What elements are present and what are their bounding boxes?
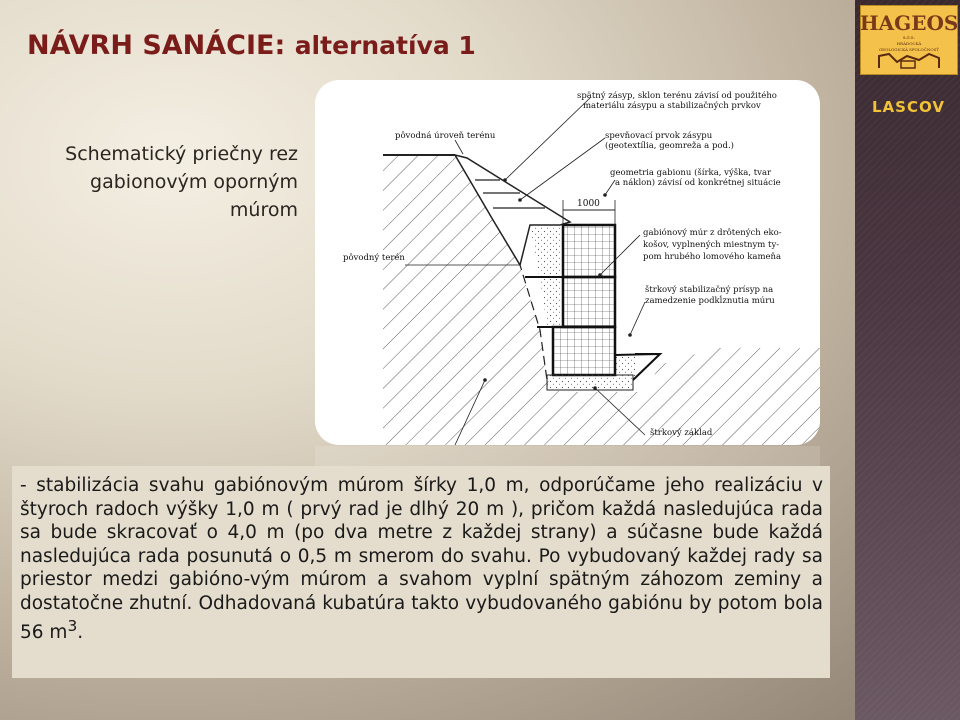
label-geometry-line1: geometria gabionu (šírka, výška, tvar <box>610 168 772 178</box>
dimension-label: 1000 <box>577 199 600 209</box>
label-original-terrain: pôvodný terén <box>343 253 405 263</box>
title-main: NÁVRH SANÁCIE <box>27 30 275 61</box>
label-backfill-line2: materiálu zásypu a stabilizačných prvkov <box>583 101 761 111</box>
label-reinforce-line1: spevňovací prvok zásypu <box>605 131 713 141</box>
logo-sub3: GEOLOGICKÁ SPOLOČNOSŤ <box>878 47 940 52</box>
description-end: . <box>77 622 84 644</box>
diagram-caption: Schematický priečny rez gabionovým oporným múrom <box>65 143 298 221</box>
label-foundation: štrkový základ <box>650 428 713 438</box>
logo-sub2: HRÁDOCKÁ <box>896 41 922 46</box>
label-reinforce-line2: (geotextília, geomreža a pod.) <box>605 141 734 151</box>
label-gravel-line2: zamedzenie podkĺznutia múru <box>645 296 775 306</box>
label-wall-line3: pom hrubého lomového kameňa <box>643 252 782 262</box>
label-wall-line1: gabiónový múr z drôtených eko- <box>643 228 782 238</box>
label-geometry-line2: a náklon) závisí od konkrétnej situácie <box>615 178 781 188</box>
gabion-cross-section-diagram <box>315 80 820 445</box>
logo-text: HAGEOS <box>861 11 957 35</box>
gabion-basket-middle <box>563 277 615 327</box>
title-alternative: alternatíva 1 <box>294 31 476 60</box>
hageos-logo <box>860 5 958 75</box>
gabion-basket-bottom <box>553 327 615 375</box>
title-separator: : <box>274 30 295 61</box>
location-label: LASCOV <box>872 98 945 116</box>
description-body: - stabilizácia svahu gabiónovým múrom šírky 1,0 m, odporúčame jeho realizáciu v štyroch radoch výšky 1,0 m ( prvý rad je dlhý 20 m ), pričom každá nasledujúca rada sa bude skracovať o 4,0 m (po dva metre z každej strany) a súčasne bude každá nasledujúca rada posunutá o 0,5 m smerom do svahu. Po vybudovaný každej rady sa priestor medzi gabióno-vým múrom a svahom vyplní spätným záhozom zeminy a dostatočne zhutní. Odhadovaná kubatúra takto vybudovaného gabiónu by potom bola 56 m <box>20 475 823 644</box>
description-text <box>20 474 823 645</box>
slide-title <box>27 30 476 61</box>
label-backfill-line1: spätný zásyp, sklon terénu závisí od použitého <box>577 91 777 101</box>
logo-sub1: s.r.o. <box>902 35 916 41</box>
label-original-surface: pôvodná úroveň terénu <box>395 131 496 141</box>
gabion-basket-top <box>563 225 615 277</box>
label-gravel-line1: štrkový stabilizačný prísyp na <box>645 285 774 295</box>
description-superscript: 3 <box>67 617 78 635</box>
label-wall-line2: košov, vyplnených miestnym ty- <box>643 240 780 250</box>
